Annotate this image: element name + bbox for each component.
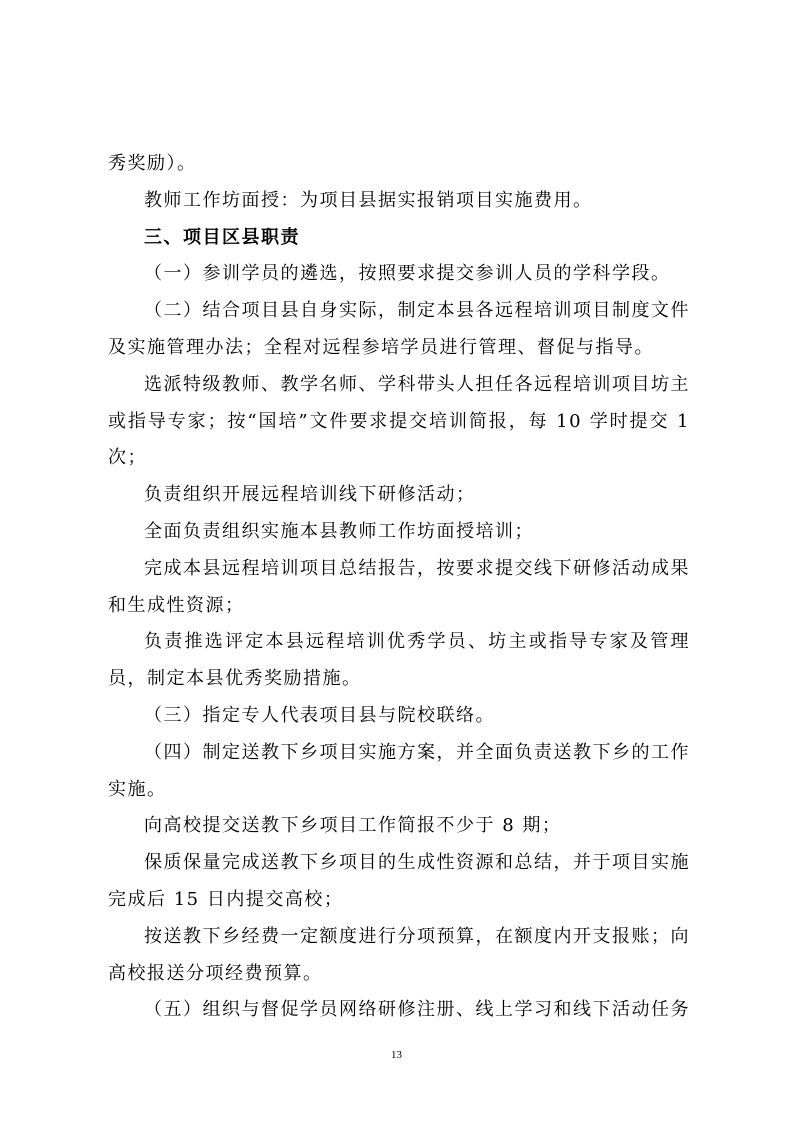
paragraph: （一）参训学员的遴选，按照要求提交参训人员的学科学段。 [144,263,671,285]
paragraph: 向高校提交送教下乡项目工作简报不少于 8 期； [144,815,562,837]
paragraph: 完成本县远程培训项目总结报告，按要求提交线下研修活动成果和生成性资源； [108,557,690,616]
page-number: 13 [391,1049,402,1061]
paragraph: 教师工作坊面授：为项目县据实报销项目实施费用。 [144,189,593,211]
paragraph: （四）制定送教下乡项目实施方案，并全面负责送教下乡的工作实施。 [108,741,690,800]
paragraph: 负责组织开展远程培训线下研修活动； [144,484,476,506]
section-heading: 三、项目区县职责 [144,226,300,248]
paragraph: （五）组织与督促学员网络研修注册、线上学习和线下活动任务 [144,999,690,1021]
paragraph: （三）指定专人代表项目县与院校联络。 [144,704,495,726]
paragraph: 全面负责组织实施本县教师工作坊面授培训； [144,520,534,542]
paragraph-continuation: 秀奖励）。 [108,153,197,174]
paragraph: 保质保量完成送教下乡项目的生成性资源和总结，并于项目实施完成后 15 日内提交高校； [108,852,690,910]
paragraph: 按送教下乡经费一定额度进行分项预算，在额度内开支报账；向高校报送分项经费预算。 [108,925,690,984]
paragraph: （二）结合项目县自身实际，制定本县各远程培训项目制度文件及实施管理办法；全程对远程参培学员进行管理、督促与指导。 [108,300,690,358]
document-body [108,146,690,1029]
paragraph: 负责推选评定本县远程培训优秀学员、坊主或指导专家及管理员，制定本县优秀奖励措施。 [108,631,690,690]
paragraph: 选派特级教师、教学名师、学科带头人担任各远程培训项目坊主或指导专家；按“国培”文件要求提交培训简报，每 10 学时提交 1 次； [108,373,690,469]
